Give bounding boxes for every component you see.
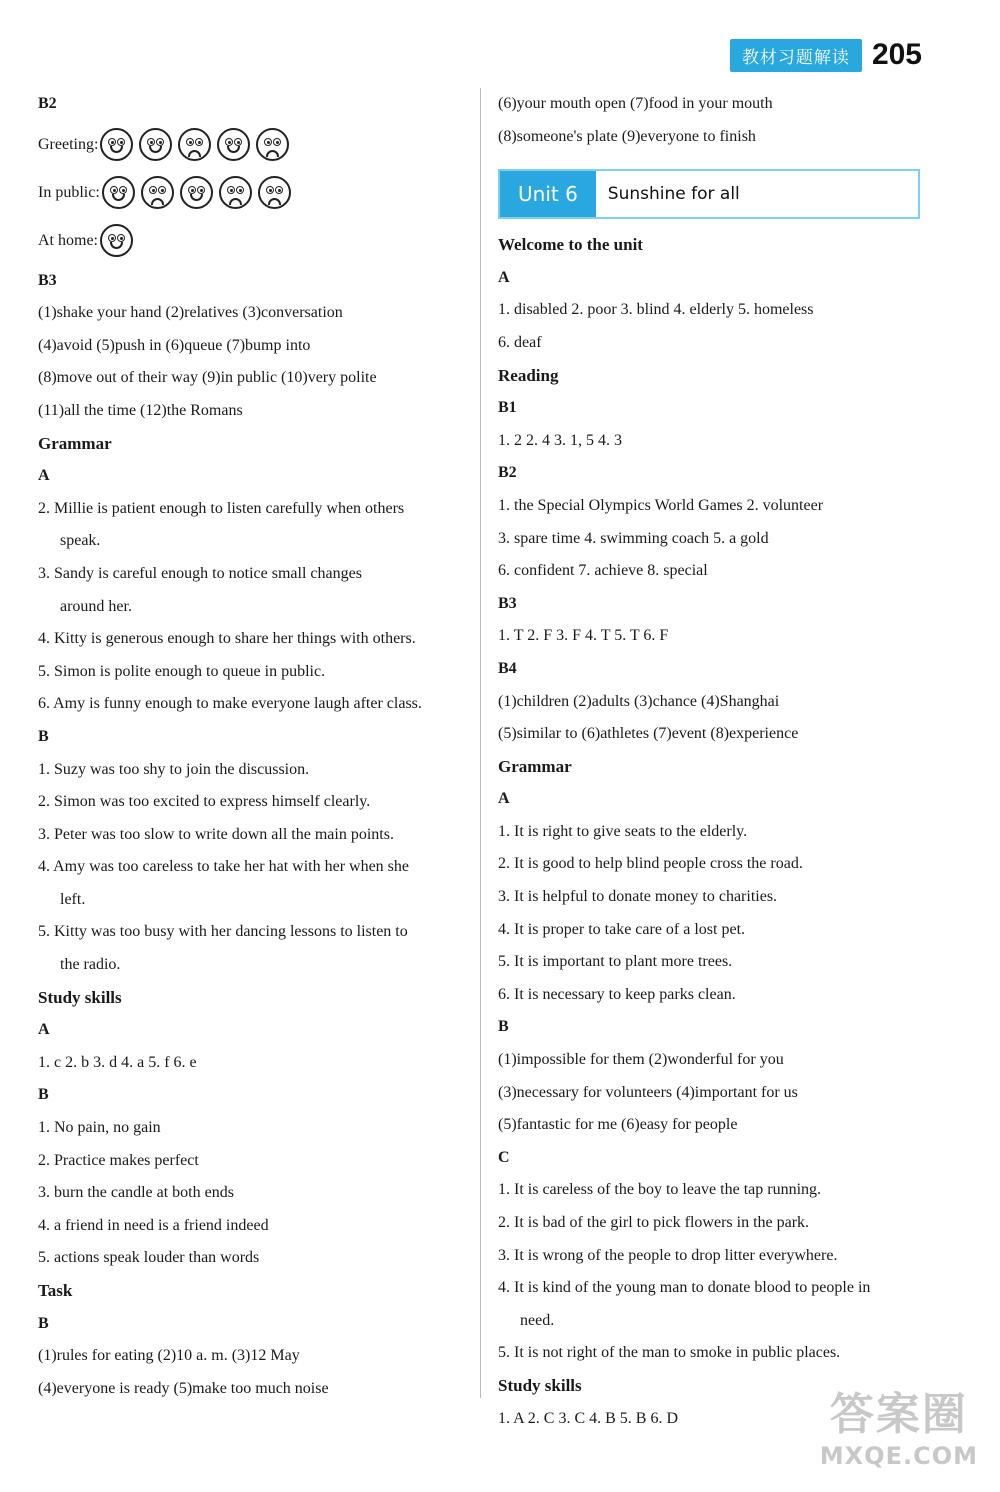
answer-line: 1. It is right to give seats to the elderly. [498, 822, 748, 840]
page-header [730, 38, 922, 72]
study-b-title: B [38, 1086, 49, 1104]
answer-line: 6. confident 7. achieve 8. special [498, 562, 708, 580]
answer-line: (4)avoid (5)push in (6)queue (7)bump into [38, 336, 311, 354]
answer-line: speak. [60, 532, 101, 550]
answer-line: 6. Amy is funny enough to make everyone laugh after class. [38, 695, 422, 713]
answer-line: (8)move out of their way (9)in public (10)very polite [38, 369, 377, 387]
smiley-face-icon [100, 224, 133, 257]
sad-face-icon [258, 176, 291, 209]
reading-b3-title: B3 [498, 594, 517, 612]
right-column [498, 88, 938, 1435]
answer-line: 3. burn the candle at both ends [38, 1184, 234, 1202]
grammar-title: Grammar [38, 433, 112, 453]
answer-line: 4. It is proper to take care of a lost pet. [498, 920, 746, 938]
reading-b2-answers [498, 490, 938, 588]
right-grammar-c-answers [498, 1174, 938, 1370]
left-column [38, 88, 470, 1405]
right-grammar-c-title: C [498, 1148, 510, 1166]
public-faces [102, 176, 297, 209]
answer-line: 2. It is good to help blind people cross the road. [498, 855, 803, 873]
answer-line: 5. It is not right of the man to smoke in public places. [498, 1344, 841, 1362]
public-label: In public: [38, 183, 100, 201]
task-title: Task [38, 1281, 73, 1300]
greeting-label: Greeting: [38, 135, 99, 153]
answer-line: need. [520, 1311, 555, 1329]
smiley-face-icon [139, 128, 172, 161]
right-study-skills-title: Study skills [498, 1375, 582, 1395]
home-label: At home: [38, 231, 98, 249]
answer-line: (11)all the time (12)the Romans [38, 401, 243, 419]
right-grammar-a-answers [498, 816, 938, 1012]
answer-line: 6. deaf [498, 333, 542, 351]
reading-b4-answers [498, 686, 938, 751]
answer-line: 1. No pain, no gain [38, 1119, 161, 1137]
smiley-face-icon [217, 128, 250, 161]
watermark-top: 答案圈 [829, 1389, 968, 1440]
answer-line: 3. It is wrong of the people to drop litter everywhere. [498, 1246, 838, 1264]
b1-title: B1 [498, 399, 517, 417]
unit-banner [498, 169, 920, 219]
watermark-bottom: MXQE.COM [819, 1442, 978, 1470]
answer-line: (1)shake your hand (2)relatives (3)conversation [38, 304, 343, 322]
answer-line: 2. Simon was too excited to express himself clearly. [38, 793, 371, 811]
grammar-b-answers [38, 754, 470, 982]
answer-line: 5. Kitty was too busy with her dancing lessons to listen to [38, 923, 408, 941]
answer-line: 5. actions speak louder than words [38, 1249, 260, 1267]
answer-line: 6. It is necessary to keep parks clean. [498, 985, 736, 1003]
task-b-answers [38, 1340, 470, 1405]
smiley-face-icon [180, 176, 213, 209]
answer-line: 2. It is bad of the girl to pick flowers in the park. [498, 1214, 810, 1231]
answer-line: 1. disabled 2. poor 3. blind 4. elderly 5. homeless [498, 301, 814, 319]
answer-line: (8)someone's plate (9)everyone to finish [498, 127, 756, 145]
answer-line: 5. It is important to plant more trees. [498, 953, 733, 971]
b1-answers: 1. 2 2. 4 3. 1, 5 4. 3 [498, 431, 622, 449]
answer-line: 3. spare time 4. swimming coach 5. a gold [498, 529, 769, 547]
reading-b3-answers: 1. T 2. F 3. F 4. T 5. T 6. F [498, 627, 669, 645]
welcome-a-title: A [498, 268, 510, 286]
sad-face-icon [256, 128, 289, 161]
answer-line: 1. Suzy was too shy to join the discussion. [38, 760, 310, 778]
answer-line: 3. It is helpful to donate money to charities. [498, 888, 778, 906]
home-faces-row [38, 217, 470, 265]
answer-line: (5)fantastic for me (6)easy for people [498, 1116, 738, 1134]
watermark [820, 1378, 978, 1470]
task-b-continued [498, 88, 938, 153]
page-number: 205 [871, 38, 922, 71]
answer-line: 4. Kitty is generous enough to share her things with others. [38, 630, 416, 648]
right-grammar-a-title: A [498, 790, 510, 808]
welcome-a-answers [498, 294, 938, 359]
welcome-title: Welcome to the unit [498, 235, 643, 255]
right-grammar-b-title: B [498, 1018, 509, 1036]
grammar-b-title: B [38, 727, 49, 745]
sad-face-icon [178, 128, 211, 161]
answer-line: (3)necessary for volunteers (4)important for us [498, 1083, 798, 1101]
answer-line: 2. Practice makes perfect [38, 1151, 199, 1169]
sad-face-icon [219, 176, 252, 209]
reading-b4-title: B4 [498, 659, 517, 677]
study-skills-title: Study skills [38, 987, 122, 1007]
answer-line: (6)your mouth open (7)food in your mouth [498, 95, 773, 112]
reading-b2-title: B2 [498, 464, 517, 482]
answer-line: 3. Sandy is careful enough to notice small changes [38, 564, 362, 582]
smiley-face-icon [102, 176, 135, 209]
b2-title: B2 [38, 95, 57, 112]
answer-line: (5)similar to (6)athletes (7)event (8)experience [498, 725, 799, 743]
right-study-answers: 1. A 2. C 3. C 4. B 5. B 6. D [498, 1409, 679, 1427]
grammar-a-title: A [38, 467, 50, 485]
unit-tag: Unit 6 [500, 171, 596, 217]
answer-line: (1)children (2)adults (3)chance (4)Shanghai [498, 692, 780, 710]
answer-line: 1. It is careless of the boy to leave the tap running. [498, 1181, 822, 1199]
study-a-answers: 1. c 2. b 3. d 4. a 5. f 6. e [38, 1053, 197, 1071]
answer-line: (1)impossible for them (2)wonderful for you [498, 1051, 784, 1069]
greeting-faces-row [38, 121, 470, 169]
answer-line: 4. It is kind of the young man to donate blood to people in [498, 1279, 871, 1297]
study-b-answers [38, 1112, 470, 1275]
b3-answers [38, 297, 470, 427]
study-a-title: A [38, 1021, 50, 1039]
right-grammar-title: Grammar [498, 756, 572, 776]
answer-line: 5. Simon is polite enough to queue in public. [38, 662, 326, 680]
answer-line: 2. Millie is patient enough to listen carefully when others [38, 499, 405, 517]
column-divider [480, 88, 481, 1398]
answer-line: 4. a friend in need is a friend indeed [38, 1216, 269, 1234]
sad-face-icon [141, 176, 174, 209]
answer-line: (1)rules for eating (2)10 a. m. (3)12 May [38, 1347, 300, 1365]
answer-line: around her. [60, 597, 132, 615]
answer-line: the radio. [60, 956, 121, 974]
unit-title: Sunshine for all [607, 184, 740, 205]
reading-title: Reading [498, 365, 559, 385]
answer-line: 3. Peter was too slow to write down all the main points. [38, 825, 394, 843]
home-faces [100, 224, 139, 257]
greeting-faces [100, 128, 295, 161]
answer-line: 4. Amy was too careless to take her hat with her when she [38, 858, 410, 876]
header-badge: 教材习题解读 [730, 39, 862, 72]
answer-line: (4)everyone is ready (5)make too much noise [38, 1379, 329, 1397]
b3-title: B3 [38, 271, 57, 289]
smiley-face-icon [100, 128, 133, 161]
grammar-a-answers [38, 493, 470, 721]
right-grammar-b-answers [498, 1044, 938, 1142]
task-b-title: B [38, 1314, 49, 1332]
answer-line: 1. the Special Olympics World Games 2. volunteer [498, 496, 824, 514]
public-faces-row [38, 169, 470, 217]
answer-line: left. [60, 890, 86, 908]
